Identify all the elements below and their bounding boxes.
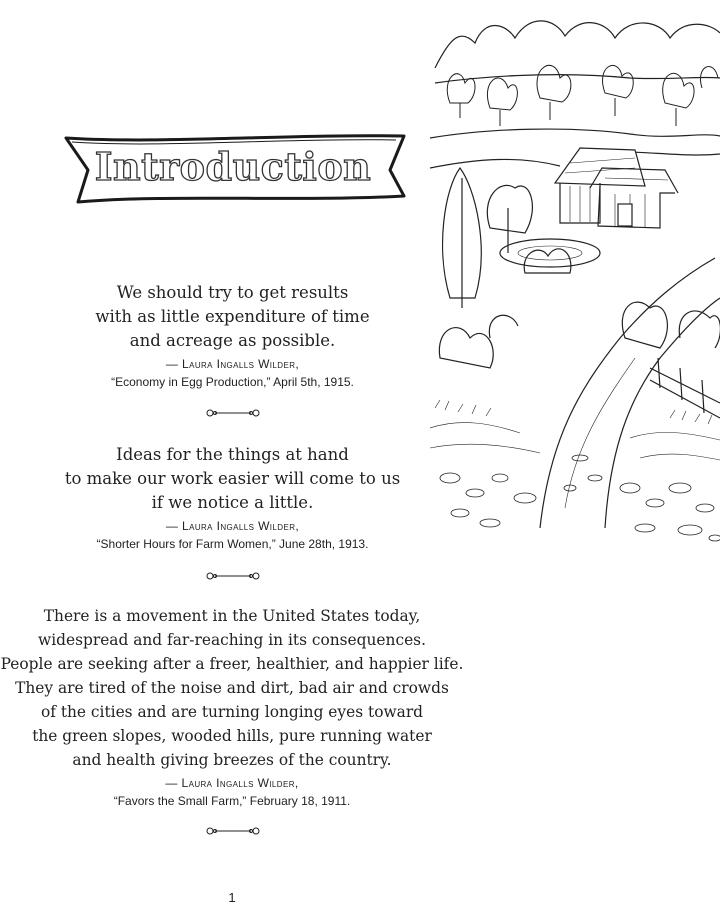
page-number: 1: [228, 890, 236, 905]
quote-line: and acreage as possible.: [129, 331, 336, 350]
quote-line: Ideas for the things at hand: [116, 445, 349, 464]
quote-block-2: [60, 443, 405, 553]
quote-attribution: [60, 517, 405, 553]
flourish-divider-icon: [203, 826, 263, 836]
quote-attribution: [0, 774, 464, 810]
quote-text: [0, 604, 464, 772]
quote-line: They are tired of the noise and dirt, bad air and crowds: [15, 679, 449, 697]
quote-source: “Shorter Hours for Farm Women,” June 28th, 1913.: [96, 537, 369, 551]
farm-landscape-illustration-icon: [430, 8, 720, 548]
quote-line: with as little expenditure of time: [95, 307, 370, 326]
quote-line: People are seeking after a freer, healthier, and happier life.: [0, 655, 464, 673]
quote-line: and health giving breezes of the country.: [72, 751, 392, 769]
page-title: Introduction: [94, 144, 372, 189]
quote-line: There is a movement in the United States today,: [43, 607, 421, 625]
quote-line: to make our work easier will come to us: [64, 469, 401, 488]
quote-source: “Economy in Egg Production,” April 5th, 1915.: [111, 375, 354, 389]
quote-line: of the cities and are turning longing eyes toward: [40, 703, 424, 721]
quote-author: — Laura Ingalls Wilder,: [165, 519, 300, 533]
flourish-divider-icon: [203, 408, 263, 418]
quote-block-3: [0, 604, 464, 810]
quote-author: — Laura Ingalls Wilder,: [165, 357, 300, 371]
quote-block-1: [60, 281, 405, 391]
quote-line: We should try to get results: [116, 283, 349, 302]
quote-line: widespread and far-reaching in its consequences.: [38, 631, 426, 649]
quote-author: — Laura Ingalls Wilder,: [165, 776, 299, 790]
quote-text: [60, 443, 405, 515]
quote-line: if we notice a little.: [151, 493, 314, 512]
quote-text: [60, 281, 405, 353]
flourish-divider-icon: [203, 571, 263, 581]
quote-attribution: [60, 355, 405, 391]
quote-line: the green slopes, wooded hills, pure running water: [32, 727, 432, 745]
quote-source: “Favors the Small Farm,” February 18, 1911.: [113, 794, 351, 808]
